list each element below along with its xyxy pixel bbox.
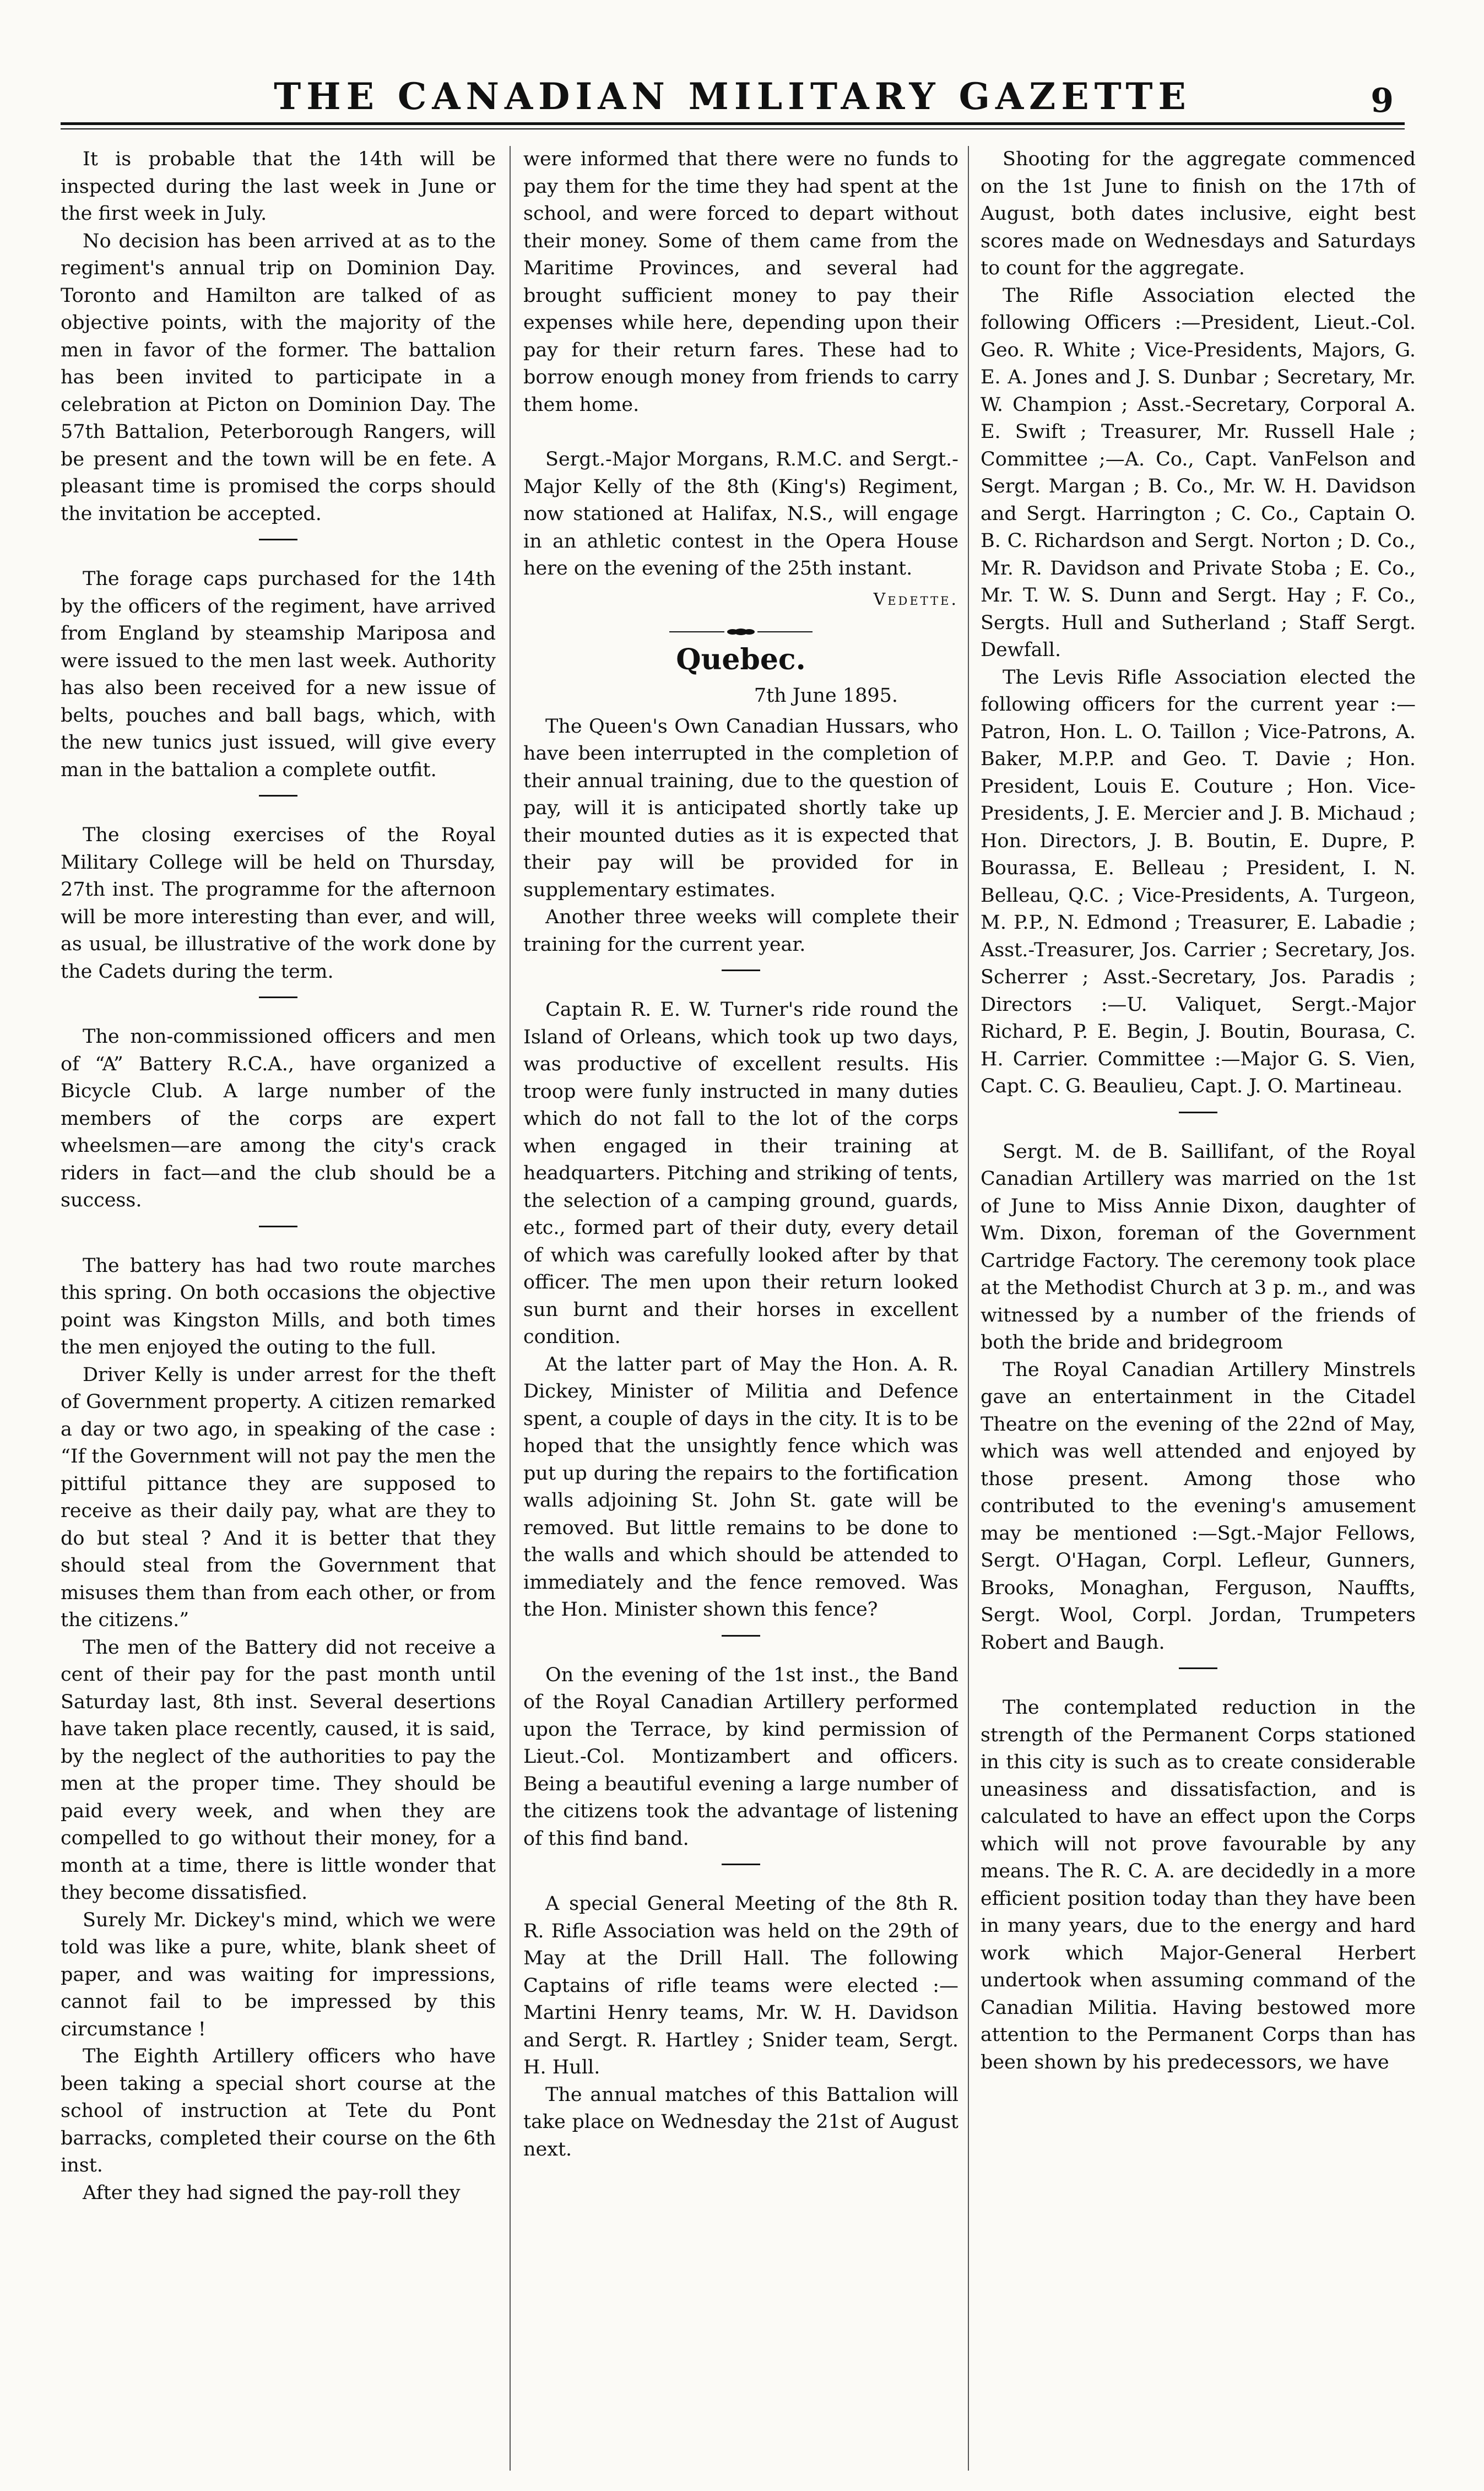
article-paragraph: On the evening of the 1st inst., the Band of the Royal Canadian Artillery performed upon the Terrace, by kind permission of Lieut.-Col. Montizambert and officers. Being a beautiful evening a large number of the citizens took the advantage of listening of this find band. xyxy=(523,1664,958,1850)
article-paragraph: Sergt. M. de B. Saillifant, of the Royal Canadian Artillery was married on the 1st of June to Miss Annie Dixon, daughter of Wm. Dixon, foreman of the Government Cartridge Factory. The ceremony took place at the Methodist Church at 3 p. m., and was witnessed by a number of the friends of both the bride and bridegroom xyxy=(981,1140,1416,1353)
article-paragraph: The non-commissioned officers and men of “A” Battery R.C.A., have organized a Bicycle Club. A large number of the members of the corps are expert wheelsmen—are among the city's crack riders in fact—and the club should be a success. xyxy=(61,1026,496,1211)
article-paragraph: Surely Mr. Dickey's mind, which we were told was like a pure, white, blank sheet of paper, and was waiting for impressions, cannot fail to be impressed by this circumstance ! xyxy=(61,1909,496,2040)
ornamental-rule xyxy=(669,626,813,637)
article-paragraph: were informed that there were no funds to pay them for the time they had spent at the school, and were forced to depart without their money. Some of them came from the Maritime Provinces, and several had brought sufficient money to pay their expenses while here, depending upon their pay for their return fares. These had to borrow enough money from friends to carry them home. xyxy=(523,148,958,416)
column-divider xyxy=(510,146,511,2471)
article-paragraph: No decision has been arrived at as to the regiment's annual trip on Dominion Day. Toronto and Hamilton are talked of as objective points, with the majority of the men in favor of the former. The battalion has been invited to participate in a celebration at Picton on Dominion Day. The 57th Battalion, Peterborough Rangers, will be present and the town will be en fete. A pleasant time is promised the corps should the invitation be accepted. xyxy=(61,230,496,525)
dateline: 7th June 1895. xyxy=(754,685,898,707)
article-paragraph: The men of the Battery did not receive a cent of their pay for the past month until Saturday last, 8th inst. Several desertions have taken place recently, caused, it is said, by the neglect of the authorities to pay the men at the proper time. They should be paid every week, and when they are compelled to go without their money, for a month at a time, there is little wonder that they become dissatisfied. xyxy=(61,1636,496,1904)
section-separator xyxy=(1179,1112,1217,1113)
article-paragraph: The annual matches of this Battalion will take place on Wednesday the 21st of August next. xyxy=(523,2083,958,2160)
article-paragraph: Driver Kelly is under arrest for the theft of Government property. A citizen remarked a day or two ago, in speaking of the case : “If the Government will not pay the men the pittiful pittance they are supposed to receive as their daily pay, what are they to do but steal ? And it is better that they should steal from the Government that misuses them than from each other, or from the citizens.” xyxy=(61,1363,496,1631)
article-paragraph: Another three weeks will complete their training for the current year. xyxy=(523,906,958,956)
author-signature: Vedette. xyxy=(873,589,958,609)
publication-title: THE CANADIAN MILITARY GAZETTE xyxy=(274,75,1191,118)
header-rule-thick xyxy=(61,122,1405,125)
section-heading: Quebec. xyxy=(676,643,806,676)
section-separator xyxy=(722,1635,760,1637)
section-separator xyxy=(259,997,297,998)
section-separator xyxy=(1179,1667,1217,1669)
masthead xyxy=(61,72,1405,132)
article-paragraph: The forage caps purchased for the 14th by the officers of the regiment, have arrived from England by steamship Mariposa and were issued to the men last week. Authority has also been received for a new issue of belts, pouches and ball bags, which, with the new tunics just issued, will give every man in the battalion a complete outfit. xyxy=(61,568,496,781)
article-paragraph: The Queen's Own Canadian Hussars, who have been interrupted in the completion of their annual training, due to the question of pay, will it is anticipated shortly take up their mounted duties as it is expected that their pay will be provided for in supplementary estimates. xyxy=(523,715,958,901)
header-rule-thin xyxy=(61,128,1405,129)
article-paragraph: The Levis Rifle Association elected the following officers for the current year :—Patron, Hon. L. O. Taillon ; Vice-Patrons, A. Baker, M.P.P. and Geo. T. Davie ; Hon. President, Louis E. Couture ; Hon. Vice-Presidents, J. E. Mercier and J. B. Michaud ; Hon. Directors, J. B. Boutin, E. Dupre, P. Bourassa, E. Belleau ; President, I. N. Belleau, Q.C. ; Vice-Presidents, A. Turgeon, M. P.P., N. Edmond ; Treasurer, E. Labadie ; Asst.-Treasurer, Jos. Carrier ; Secretary, Jos. Scherrer ; Asst.-Secretary, Jos. Paradis ; Directors :—U. Valiquet, Sergt.-Major Richard, P. E. Begin, J. Boutin, Bourasa, C. H. Carrier. Committee :—Major G. S. Vien, Capt. C. G. Beaulieu, Capt. J. O. Martineau. xyxy=(981,666,1416,1097)
article-paragraph: The Royal Canadian Artillery Minstrels gave an entertainment in the Citadel Theatre on the evening of the 22nd of May, which was well attended and enjoyed by those present. Among those who contributed to the evening's amusement may be mentioned :—Sgt.-Major Fellows, Sergt. O'Hagan, Corpl. Lefleur, Gunners, Brooks, Monaghan, Ferguson, Nauffts, Sergt. Wool, Corpl. Jordan, Trumpeters Robert and Baugh. xyxy=(981,1358,1416,1654)
column-left xyxy=(61,146,496,2476)
column-divider xyxy=(968,146,969,2471)
column-right xyxy=(981,146,1416,2476)
section-separator xyxy=(259,795,297,797)
article-paragraph: The closing exercises of the Royal Military College will be held on Thursday, 27th inst. The programme for the afternoon will be more interesting than ever, and will, as usual, be illustrative of the work done by the Cadets during the term. xyxy=(61,824,496,983)
article-paragraph: The contemplated reduction in the strength of the Permanent Corps stationed in this city is such as to create considerable uneasiness and dissatisfaction, and is calculated to have an effect upon the Corps which will not prove favourable by any means. The R. C. A. are decidedly in a more efficient position today than they have been in many years, due to the energy and hard work which Major-General Herbert undertook when assuming command of the Canadian Militia. Having bestowed more attention to the Permanent Corps than has been shown by his predecessors, we have xyxy=(981,1697,1416,2073)
article-paragraph: The Rifle Association elected the following Officers :—President, Lieut.-Col. Geo. R. White ; Vice-Presidents, Majors, G. E. A. Jones and J. S. Dunbar ; Secretary, Mr. W. Champion ; Asst.-Secretary, Corporal A. E. Swift ; Treasurer, Mr. Russell Hale ; Committee ;—A. Co., Capt. VanFelson and Sergt. Margan ; B. Co., Mr. W. H. Davidson and Sergt. Harrington ; C. Co., Captain O. B. C. Richardson and Sergt. Norton ; D. Co., Mr. R. Davidson and Private Stoba ; E. Co., Mr. T. W. S. Dunn and Sergt. Hay ; F. Co., Sergts. Hull and Sutherland ; Staff Sergt. Dewfall. xyxy=(981,284,1416,661)
article-paragraph: Sergt.-Major Morgans, R.M.C. and Sergt.-Major Kelly of the 8th (King's) Regiment, now stationed at Halifax, N.S., will engage in an athletic contest in the Opera House here on the evening of the 25th instant. xyxy=(523,448,958,580)
article-paragraph: The Eighth Artillery officers who have been taking a special short course at the school of instruction at Tete du Pont barracks, completed their course on the 6th inst. xyxy=(61,2045,496,2176)
page-number: 9 xyxy=(1371,82,1394,120)
column-middle xyxy=(523,146,958,2476)
article-paragraph: After they had signed the pay-roll they xyxy=(83,2181,461,2204)
section-separator xyxy=(722,1864,760,1865)
article-paragraph: It is probable that the 14th will be inspected during the last week in June or the first week in July. xyxy=(61,148,496,225)
article-paragraph: At the latter part of May the Hon. A. R. Dickey, Minister of Militia and Defence spent, a couple of days in the city. It is to be hoped that the unsightly fence which was put up during the repairs to the fortification walls adjoining St. John St. gate will be removed. But little remains to be done to the walls and which should be attended to immediately and the fence removed. Was the Hon. Minister shown this fence? xyxy=(523,1353,958,1621)
article-paragraph: Captain R. E. W. Turner's ride round the Island of Orleans, which took up two days, was productive of excellent results. His troop were funly instructed in many duties which do not fall to the lot of the corps when engaged in their training at headquarters. Pitching and striking of tents, the selection of a camping ground, guards, etc., formed part of their duty, every detail of which was carefully looked after by that officer. The men upon their return looked sun burnt and their horses in excellent condition. xyxy=(523,999,958,1348)
section-separator xyxy=(722,970,760,971)
section-separator xyxy=(259,539,297,540)
section-separator xyxy=(259,1226,297,1227)
article-paragraph: Shooting for the aggregate commenced on the 1st June to finish on the 17th of August, both dates inclusive, eight best scores made on Wednesdays and Saturdays to count for the aggregate. xyxy=(981,148,1416,279)
article-paragraph: A special General Meeting of the 8th R. R. Rifle Association was held on the 29th of May at the Drill Hall. The following Captains of rifle teams were elected :—Martini Henry teams, Mr. W. H. Davidson and Sergt. R. Hartley ; Snider team, Sergt. H. Hull. xyxy=(523,1893,958,2078)
article-paragraph: The battery has had two route marches this spring. On both occasions the objective point was Kingston Mills, and both times the men enjoyed the outing to the full. xyxy=(61,1254,496,1358)
